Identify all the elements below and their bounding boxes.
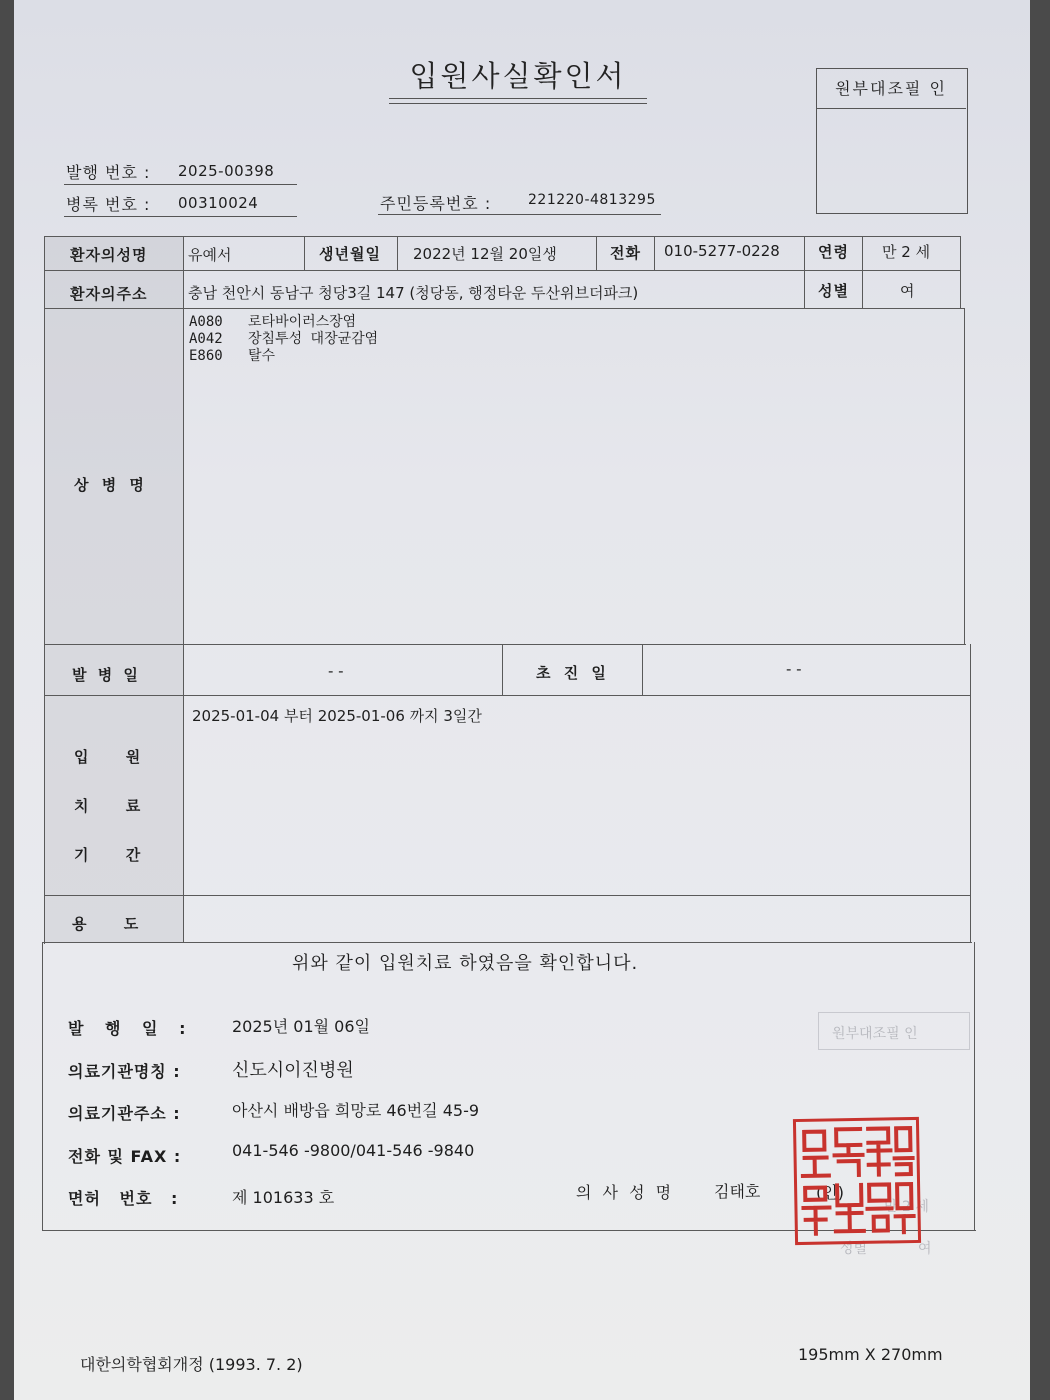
resident-no: 221220-4813295 bbox=[528, 192, 656, 208]
issue-no-label: 발행 번호 : bbox=[66, 163, 151, 182]
hospital-seal-stamp bbox=[793, 1117, 921, 1245]
diagnosis-name: 로타바이러스장염 bbox=[248, 314, 357, 330]
label-column-shade bbox=[44, 236, 183, 942]
institution-address-label: 의료기관주소 : bbox=[68, 1104, 181, 1123]
doctor-name: 김태호 bbox=[714, 1182, 761, 1201]
stay-label-2: 치 료 bbox=[74, 797, 142, 815]
bleed-through-age: 만 2 세 bbox=[884, 1199, 929, 1215]
phone-value: 010-5277-0228 bbox=[664, 242, 780, 260]
bleed-through-sex-label: 성별 bbox=[840, 1241, 868, 1257]
institution-address: 아산시 배방읍 희망로 46번길 45-9 bbox=[232, 1101, 480, 1120]
purpose-label: 용 도 bbox=[72, 915, 140, 933]
age-label: 연령 bbox=[818, 243, 849, 261]
row-rule-6 bbox=[42, 942, 972, 943]
footer-border-left bbox=[42, 942, 43, 1230]
row1-col-rule-b bbox=[397, 236, 398, 270]
diagnosis-item bbox=[189, 348, 378, 365]
table-border-right-1 bbox=[960, 236, 961, 308]
title-underline bbox=[389, 98, 647, 99]
issue-no: 2025-00398 bbox=[178, 162, 275, 180]
license-label: 면허 번호 : bbox=[68, 1189, 179, 1208]
bleed-through-sex: 여 bbox=[918, 1241, 932, 1257]
sex-label: 성별 bbox=[818, 282, 849, 300]
resident-no-label: 주민등록번호 : bbox=[380, 194, 492, 213]
stay-label-1: 입 원 bbox=[74, 748, 142, 766]
diagnosis-code: A080 bbox=[189, 314, 223, 330]
onset-col-rule-a bbox=[502, 644, 503, 695]
record-no: 00310024 bbox=[178, 194, 259, 212]
address-value: 충남 천안시 동남구 청당3길 147 (청당동, 행정타운 두산위브더파크) bbox=[188, 284, 639, 302]
row-rule-1 bbox=[44, 270, 960, 271]
diagnosis-item bbox=[189, 331, 378, 348]
onset-col-rule-b bbox=[642, 644, 643, 695]
diagnosis-name: 탈수 bbox=[248, 348, 276, 364]
row1-col-rule-d bbox=[654, 236, 655, 270]
diagnosis-list bbox=[189, 314, 378, 365]
patient-name-label: 환자의성명 bbox=[70, 246, 148, 264]
diagnosis-item bbox=[189, 314, 378, 331]
title-underline-2 bbox=[389, 103, 647, 104]
resident-no-rule bbox=[378, 214, 661, 215]
institution-label: 의료기관명칭 : bbox=[68, 1062, 181, 1081]
issue-date: 2025년 01월 06일 bbox=[232, 1017, 370, 1036]
table-border-right-2 bbox=[964, 308, 965, 644]
phone-fax-label: 전화 및 FAX : bbox=[68, 1147, 182, 1166]
sex-value: 여 bbox=[900, 282, 915, 300]
doctor-label: 의 사 성 명 bbox=[576, 1183, 675, 1202]
approval-box-label: 원부대조필 인 bbox=[816, 68, 966, 109]
phone-fax: 041-546 -9800/041-546 -9840 bbox=[232, 1141, 475, 1160]
address-label: 환자의주소 bbox=[70, 285, 148, 303]
footer-border-right bbox=[974, 942, 975, 1230]
record-no-label: 병록 번호 : bbox=[66, 195, 151, 214]
form-revision-note: 대한의학협회개정 (1993. 7. 2) bbox=[80, 1355, 303, 1374]
row1-col-rule-f bbox=[862, 236, 863, 308]
institution-name: 신도시이진병원 bbox=[232, 1060, 354, 1081]
first-visit-value: - - bbox=[786, 660, 802, 678]
phone-label: 전화 bbox=[610, 244, 641, 262]
row-rule-2 bbox=[44, 308, 964, 309]
seal-mark: (인) bbox=[816, 1183, 844, 1202]
diagnosis-name: 장침투성 대장균감염 bbox=[248, 331, 379, 347]
row1-col-rule-a bbox=[304, 236, 305, 270]
issue-no-rule bbox=[64, 184, 297, 185]
diagnosis-label: 상 병 명 bbox=[74, 476, 148, 494]
first-visit-label: 초 진 일 bbox=[536, 664, 610, 682]
diagnosis-code: A042 bbox=[189, 331, 223, 347]
row1-col-rule-e bbox=[804, 236, 805, 308]
license-no: 제 101633 호 bbox=[232, 1188, 335, 1207]
onset-value: - - bbox=[328, 662, 344, 680]
seal-glyphs-icon bbox=[796, 1120, 918, 1242]
bleed-through-approval: 원부대조필 인 bbox=[832, 1026, 918, 1042]
document-title: 입원사실확인서 bbox=[409, 59, 627, 93]
row1-col-rule-c bbox=[596, 236, 597, 270]
record-no-rule bbox=[64, 216, 297, 217]
issue-date-label: 발 행 일 : bbox=[68, 1019, 187, 1038]
patient-name: 유예서 bbox=[188, 246, 232, 264]
label-column-rule bbox=[183, 236, 184, 942]
form-size-note: 195mm X 270mm bbox=[798, 1345, 943, 1364]
stay-label-3: 기 간 bbox=[74, 846, 142, 864]
age-value: 만 2 세 bbox=[882, 243, 931, 261]
stay-period: 2025-01-04 부터 2025-01-06 까지 3일간 bbox=[192, 707, 482, 725]
onset-label: 발 병 일 bbox=[72, 666, 141, 684]
table-border-right-3 bbox=[970, 644, 971, 942]
confirmation-statement: 위와 같이 입원치료 하였음을 확인합니다. bbox=[292, 953, 639, 974]
birth-value: 2022년 12월 20일생 bbox=[413, 245, 557, 263]
table-border-left bbox=[44, 236, 45, 944]
table-border-top bbox=[44, 236, 960, 237]
diagnosis-code: E860 bbox=[189, 348, 223, 364]
document-page bbox=[14, 0, 1030, 1400]
birth-label: 생년월일 bbox=[319, 245, 381, 263]
